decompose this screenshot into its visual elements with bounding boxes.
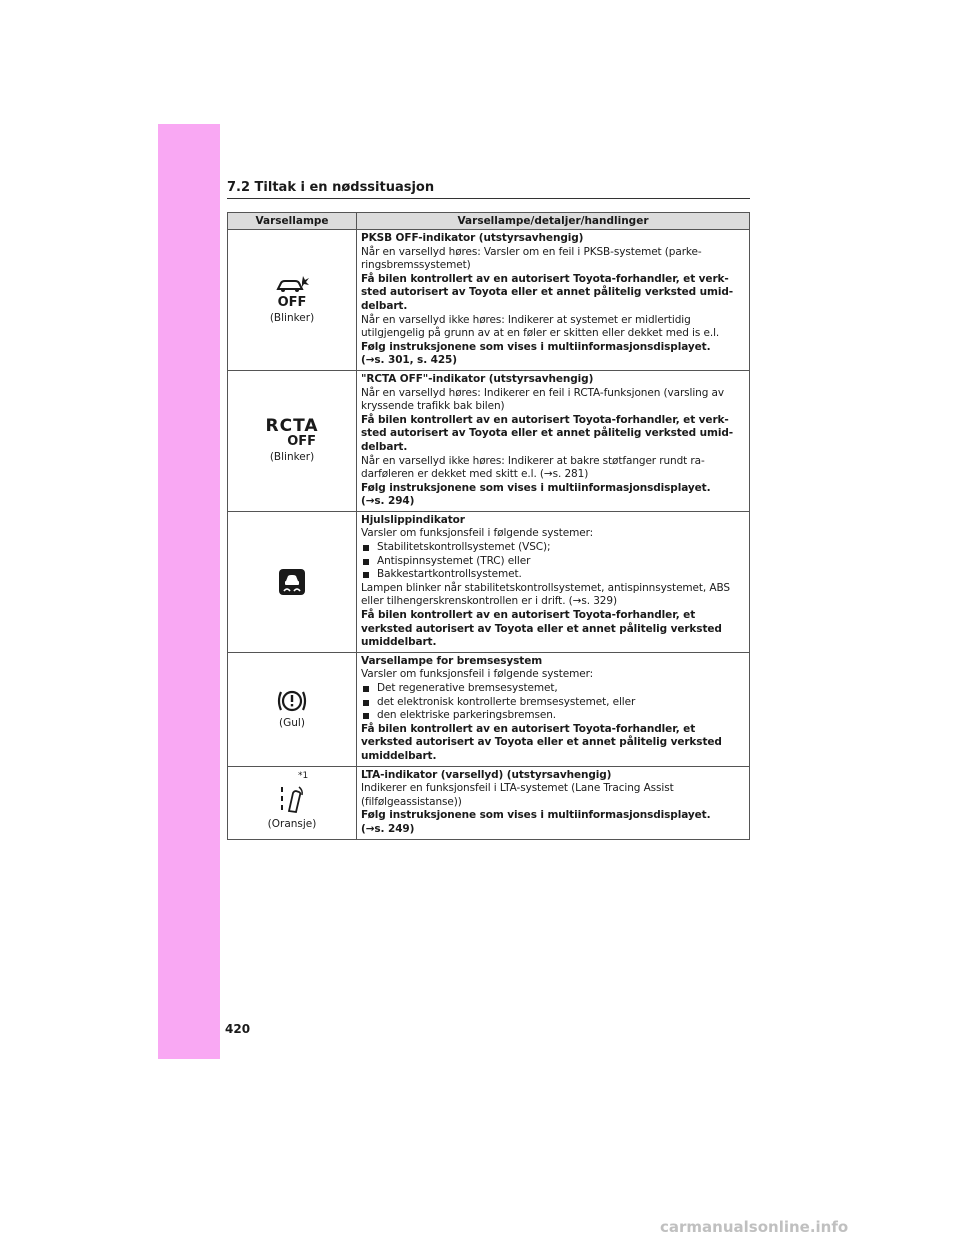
icon-caption: (Blinker)	[269, 450, 315, 463]
icon-cell	[228, 230, 357, 371]
rcta-label: RCTA	[265, 415, 319, 436]
row-line: Når en varsellyd ikke høres: Indikerer at systemet er midlertidig utilgjengelig på grunn av at en føler er skitten eller dekket med is e.l.	[361, 313, 720, 340]
row-line: Når en varsellyd høres: Indikerer en feil i RCTA-funksjonen (varsling av kryssende trafikk bak bilen)	[361, 386, 724, 413]
row-title: "RCTA OFF"-indikator (utstyrsavhengig)	[361, 372, 594, 385]
row-title: Hjulslippindikator	[361, 513, 465, 526]
slip-indicator-icon	[279, 569, 305, 595]
icon-caption: (Oransje)	[267, 818, 317, 831]
details-cell	[357, 230, 750, 371]
list-item: Det regenerative bremsesystemet,	[361, 682, 745, 696]
pksb-off-label: OFF	[277, 295, 307, 311]
table-header-row	[228, 213, 750, 230]
details-cell	[357, 511, 750, 652]
page-reference: (→s. 249)	[361, 822, 415, 835]
row-line: Få bilen kontrollert av en autorisert Toyota-forhandler, et verksted autorisert av Toyota eller et annet pålitelig verksted umiddelbart.	[361, 722, 722, 762]
row-line: Lampen blinker når stabilitetskontrollsystemet, antispinnsystemet, ABS eller tilhengerskrenskontrollen er i drift. (→s. 329)	[361, 581, 730, 608]
warning-lights-table	[227, 212, 750, 840]
page-reference: (→s. 294)	[361, 495, 415, 508]
watermark-text: carmanualsonline.info	[660, 1218, 849, 1236]
details-cell	[357, 370, 750, 511]
table-row	[228, 766, 750, 839]
row-title: Varsellampe for bremsesystem	[361, 654, 543, 667]
row-intro: Varsler om funksjonsfeil i følgende systemer:	[361, 668, 594, 681]
list-item: Bakkestartkontrollsystemet.	[361, 568, 745, 582]
column-header-lamp: Varsellampe	[228, 213, 357, 230]
page-reference: (→s. 301, s. 425)	[361, 354, 457, 367]
lta-indicator-icon	[280, 785, 304, 815]
table-row	[228, 370, 750, 511]
brake-system-warning-icon	[276, 688, 308, 714]
icon-cell	[228, 370, 357, 511]
list-item: det elektronisk kontrollerte bremsesystemet, eller	[361, 696, 745, 710]
row-line: Følg instruksjonene som vises i multiinformasjonsdisplayet.	[361, 481, 711, 494]
row-line: Få bilen kontrollert av en autorisert Toyota-forhandler, et verk-sted autorisert av Toyota eller et annet pålitelig verksted umid-delbart.	[361, 272, 734, 312]
row-line: Få bilen kontrollert av en autorisert Toyota-forhandler, et verksted autorisert av Toyota eller et annet pålitelig verksted umiddelbart.	[361, 609, 722, 649]
row-title: LTA-indikator (varsellyd) (utstyrsavhengig)	[361, 768, 612, 781]
icon-cell	[228, 511, 357, 652]
row-intro: Varsler om funksjonsfeil i følgende systemer:	[361, 527, 594, 540]
details-cell	[357, 652, 750, 766]
list-item: den elektriske parkeringsbremsen.	[361, 709, 745, 723]
icon-caption: (Gul)	[279, 716, 305, 729]
list-item: Stabilitetskontrollsystemet (VSC);	[361, 541, 745, 555]
page-number: 420	[225, 1022, 251, 1036]
section-title: 7.2 Tiltak i en nødssituasjon	[227, 180, 750, 199]
row-line: Indikerer en funksjonsfeil i LTA-systemet (Lane Tracing Assist (filfølgeassistanse))	[361, 782, 674, 808]
column-header-details: Varsellampe/detaljer/handlinger	[357, 213, 750, 230]
table-row	[228, 511, 750, 652]
footnote-marker: *1	[298, 770, 309, 781]
rcta-off-label: OFF	[287, 433, 316, 449]
icon-caption: (Blinker)	[269, 312, 315, 325]
rcta-off-icon	[265, 415, 319, 449]
row-line: Følg instruksjonene som vises i multiinformasjonsdisplayet.	[361, 809, 711, 822]
row-line: Når en varsellyd ikke høres: Indikerer at bakre støtfanger rundt ra-darføleren er dekket med skitt e.l. (→s. 281)	[361, 454, 705, 481]
row-line: Få bilen kontrollert av en autorisert Toyota-forhandler, et verk-sted autorisert av Toyota eller et annet pålitelig verksted umid-delbart.	[361, 413, 734, 453]
row-title: PKSB OFF-indikator (utstyrsavhengig)	[361, 232, 584, 244]
row-line: Når en varsellyd høres: Varsler om en feil i PKSB-systemet (parke-ringsbremssystemet)	[361, 245, 702, 272]
table-row	[228, 652, 750, 766]
table-row	[228, 230, 750, 371]
list-item: Antispinnsystemet (TRC) eller	[361, 555, 745, 569]
icon-cell	[228, 766, 357, 839]
chapter-tab-bar	[158, 124, 220, 1059]
pksb-off-icon	[275, 274, 309, 296]
details-cell	[357, 766, 750, 839]
row-line: Følg instruksjonene som vises i multiinformasjonsdisplayet.	[361, 340, 711, 353]
icon-cell	[228, 652, 357, 766]
